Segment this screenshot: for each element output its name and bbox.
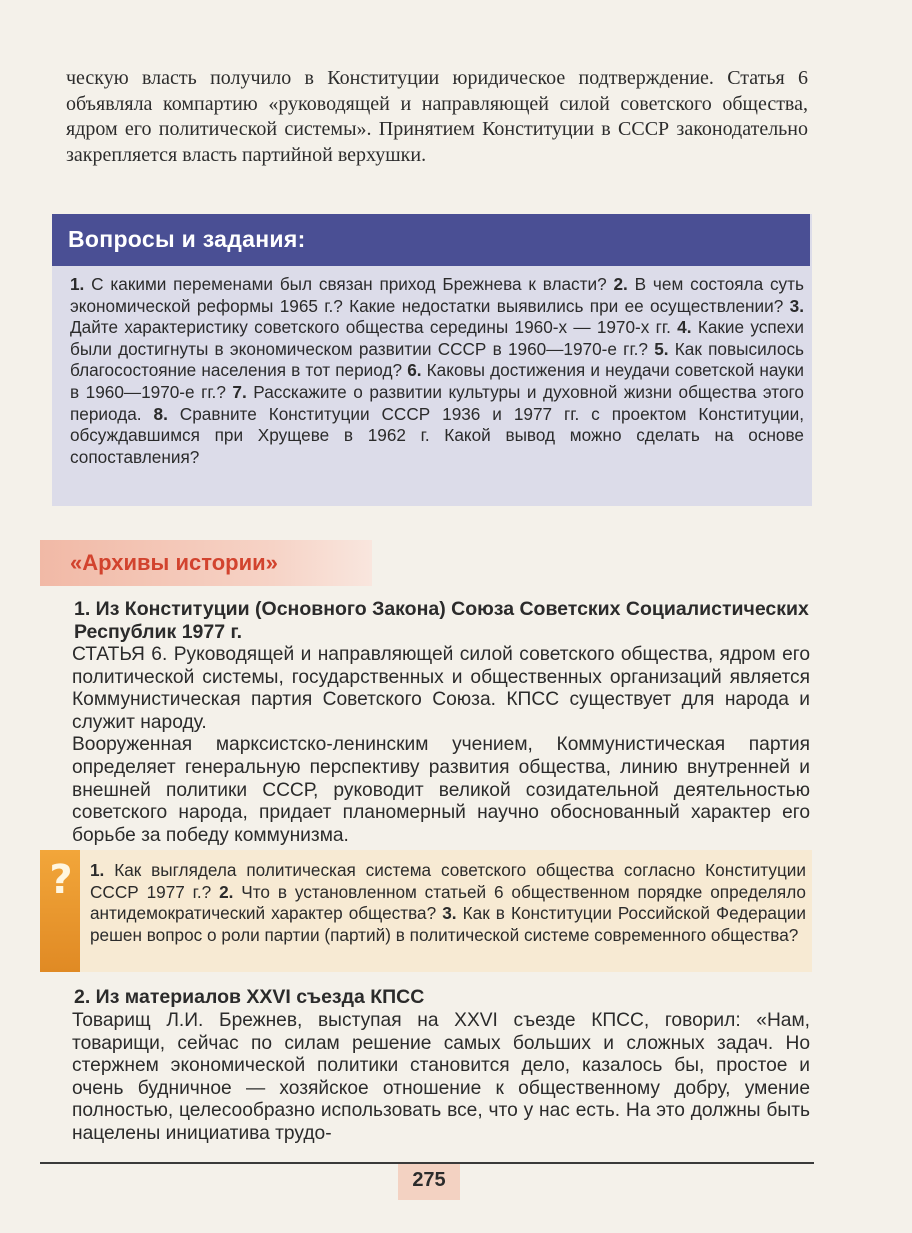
section1-title: 1. Из Конституции (Основного Закона) Союза Советских Социалистических Республик 1977 г. — [74, 598, 809, 643]
section1-body — [72, 644, 810, 847]
question-number: 2. — [613, 274, 628, 294]
questions-list — [70, 274, 804, 468]
question-number: 5. — [654, 338, 669, 359]
question-number: 1. — [90, 860, 105, 880]
question-text: Что в установленном статьей 6 общественном порядке определяло антидемократический характер общества? — [90, 881, 806, 924]
questions-box — [52, 214, 812, 506]
question-text: В чем состояла суть экономической реформы 1965 г.? Какие недостатки выявились при ее осуществлении? — [70, 274, 804, 316]
section1-paragraph: Вооруженная марксистско-ленинским учением, Коммунистическая партия определяет генеральную перспективу развития общества, линию внутренней и внешней политики СССР, руководит великой созидательной деятельностью советского народа, придает планомерный научно обоснованный характер его борьбе за победу коммунизма. — [72, 734, 810, 846]
question-number: 1. — [70, 274, 85, 294]
section1-paragraph: СТАТЬЯ 6. Руководящей и направляющей силой советского общества, ядром его политической системы, государственных и общественных организаций является Коммунистическая партия Советского Союза. КПСС существует для народа и служит народу. — [72, 644, 810, 733]
question-number: 4. — [677, 317, 692, 338]
page-number-box — [398, 1164, 460, 1200]
question-number: 3. — [789, 295, 804, 316]
question-stripe — [40, 850, 80, 972]
section1-questions-list — [90, 860, 806, 946]
question-text: Каковы достижения и неудачи советской науки в 1960—1970-е гг.? — [70, 360, 804, 402]
question-text: С какими переменами был связан приход Брежнева к власти? — [91, 274, 607, 294]
archives-title: «Архивы истории» — [70, 550, 278, 575]
question-text: Как повысилось благосостояние населения в тот период? — [70, 338, 804, 381]
question-text: Как выглядела политическая система советского общества согласно Конституции СССР 1977 г.? — [90, 860, 806, 902]
question-number: 7. — [232, 381, 247, 402]
question-text: Дайте характеристику советского общества середины 1960-х — 1970-х гг. — [70, 317, 671, 338]
question-number: 6. — [407, 360, 422, 381]
question-number: 3. — [442, 903, 457, 924]
questions-title: Вопросы и задания: — [68, 226, 306, 252]
question-text: Сравните Конституции СССР 1936 и 1977 гг. с проектом Конституции, обсуждавшимся при Хрущеве в 1962 г. Какой вывод можно сделать на основе сопоставления? — [70, 403, 804, 467]
page-number: 275 — [412, 1169, 446, 1191]
question-mark-icon: ? — [49, 857, 73, 903]
section2-title: 2. Из материалов XXVI съезда КПСС — [74, 986, 425, 1008]
question-text: Расскажите о развитии культуры и духовной жизни общества этого периода. — [70, 381, 804, 424]
question-number: 2. — [219, 881, 234, 902]
questions-header — [52, 214, 810, 266]
archives-header — [40, 540, 372, 586]
section1-questions-box — [40, 850, 812, 972]
intro-paragraph: ческую власть получило в Конституции юридическое подтверждение. Статья 6 объявляла компартию «руководящей и направляющей силой советского общества, ядром его политической системы». Принятием Конституции в СССР законодательно закрепляется власть партийной верхушки. — [66, 67, 808, 166]
question-number: 8. — [153, 403, 168, 424]
question-text: Как в Конституции Российской Федерации решен вопрос о роли партии (партий) в политической системе современного общества? — [90, 903, 807, 945]
section2-body: Товарищ Л.И. Брежнев, выступая на XXVI съезде КПСС, говорил: «Нам, товарищи, сейчас по силам решение самых больших и сложных задач. Но стержнем экономической политики становится дело, казалось бы, простое и очень будничное — хозяйское отношение к общественному добру, умение полностью, целесообразно использовать все, что у нас есть. На это должны быть нацелены инициатива трудо- — [72, 1010, 810, 1144]
question-text: Какие успехи были достигнуты в экономическом развитии СССР в 1960—1970-е гг.? — [70, 317, 805, 359]
